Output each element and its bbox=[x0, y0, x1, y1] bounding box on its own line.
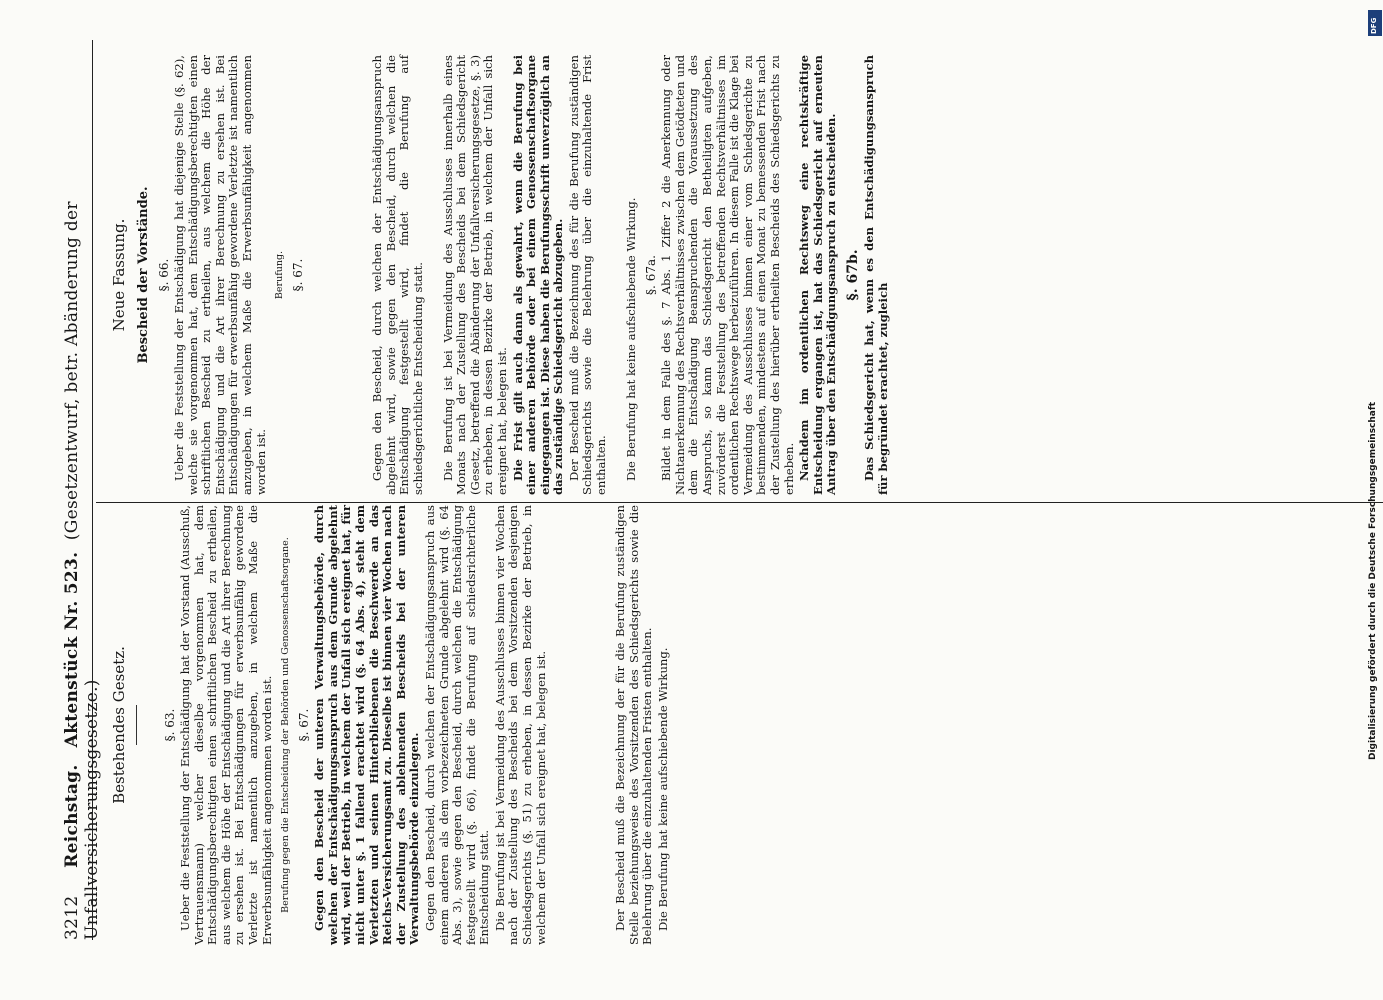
section-67a: §. 67a. bbox=[644, 255, 659, 295]
header-subtitle: (Gesetzentwurf, betr. Abänderung der Unfallversicherungsgesetze.) bbox=[62, 201, 102, 940]
paragraph: Das Schiedsgericht hat, wenn es den Entschädigungsanspruch für begründet erachtet, zugleich bbox=[861, 55, 890, 495]
section-63: §. 63. bbox=[163, 708, 177, 742]
paragraph: Bildet in dem Falle des §. 7 Abs. 1 Ziffer 2 die Anerkennung oder Nichtanerkennung des Rechtsverhältnisses zwischen dem Getödteten und dem die Entschädigung Beanspruchenden die Voraussetzung des Anspruchs, so kann das Schiedsgericht den Betheiligten aufgeben, zuvörderst die Feststellung des betreffenden Rechtsverhältnisses im ordentlichen Rechtswege herbeizuführen. In diesem Falle ist die Klage bei Vermeidung des Ausschlusses binnen einer vom Schiedsgerichte zu bestimmenden, mindestens auf einen Monat zu bemessenden Frist nach der Zustellung des hierüber ertheilten Bescheids des Schiedsgerichts zu erheben. bbox=[659, 55, 796, 495]
paragraph: Die Frist gilt auch dann als gewahrt, wenn die Berufung bei einer anderen Behörde oder bei einem Genossenschaftsorgane eingegangen ist. Diese haben die Berufungsschrift unverzüglich an das zuständige Schiedsgericht abzugeben. bbox=[510, 55, 566, 495]
section-67-new: §. 67. bbox=[291, 258, 306, 292]
paragraph: Der Bescheid muß die Bezeichnung der für die Berufung zuständigen Stelle beziehungsweise des Vorsitzenden des Schiedsgerichts sowie die Belehrung über die einzuhaltenden Fristen enthalten. bbox=[613, 505, 655, 945]
section-title: Bescheid der Vorstände. bbox=[136, 186, 151, 364]
dfg-logo-text: DFG bbox=[1370, 17, 1378, 34]
paragraph: Gegen den Bescheid der unteren Verwaltungsbehörde, durch welchen der Entschädigungsanspruch aus dem Grunde abgelehnt wird, weil der Betrieb, in welchem der Unfall sich ereignet hat, für nicht unter §. 1 fallend erachtet wird (§. 64 Abs. 4), steht dem Verletzten und seinen Hinterbliebenen die Beschwerde an das Reichs-Versicherungsamt zu. Dieselbe ist binnen vier Wochen nach der Zustellung des ablehnenden Bescheids bei der unteren Verwaltungsbehörde einzulegen. bbox=[312, 505, 422, 945]
page-number: 3212 bbox=[62, 895, 82, 940]
paragraph: Gegen den Bescheid, durch welchen der Entschädigungsanspruch abgelehnt wird, sowie gegen den Bescheid, durch welchen die Entschädigung festgestellt wird, findet die Berufung auf schiedsgerichtliche Entscheidung statt. bbox=[370, 55, 425, 495]
margin-note: Berufung gegen die Entscheidung der Behörden und Genossenschaftsorgane. bbox=[280, 537, 292, 913]
section-67-old: §. 67. bbox=[297, 708, 312, 742]
margin-note: Berufung. bbox=[274, 250, 286, 300]
column-existing-law bbox=[96, 505, 673, 945]
divider bbox=[136, 705, 137, 745]
paragraph: Gegen den Bescheid, durch welchen der Entschädigungsanspruch aus einem anderen als dem vorbezeichneten Grunde abgelehnt wird (§. 64 Abs. 3), sowie gegen den Bescheid, durch welchen die Entschädigung festgestellt wird (§. 66), findet die Berufung auf schiedsrichterliche Entscheidung statt. bbox=[422, 505, 492, 945]
column-heading-existing: Bestehendes Gesetz. bbox=[110, 646, 128, 804]
paragraph: Die Berufung hat keine aufschiebende Wirkung. bbox=[623, 197, 638, 481]
column-divider bbox=[96, 502, 1383, 503]
paragraph: Der Bescheid muß die Bezeichnung des für die Berufung zuständigen Schiedsgerichts sowie die Belehrung über die einzuhaltende Frist enthalten. bbox=[566, 55, 609, 495]
column-new-version bbox=[96, 55, 892, 495]
page-header bbox=[62, 40, 102, 940]
header-rule bbox=[92, 40, 93, 940]
section-67b: §. 67b. bbox=[844, 249, 861, 301]
dfg-logo bbox=[1368, 10, 1382, 36]
paragraph: Die Berufung hat keine aufschiebende Wirkung. bbox=[656, 647, 671, 931]
column-heading-new: Neue Fassung. bbox=[110, 218, 128, 332]
section-66: §. 66. bbox=[157, 258, 171, 292]
paragraph: Die Berufung ist bei Vermeidung des Ausschlusses innerhalb eines Monats nach der Zustellung des Bescheids bei dem Schiedsgericht (Gesetz, betreffend die Abänderung der Unfallversicherungsgesetze, §. 3) zu erheben, in dessen Bezirke der Betrieb, in welchem der Unfall sich ereignet hat, belegen ist. bbox=[440, 55, 509, 495]
digitization-note: Digitalisierung gefördert durch die Deutsche Forschungsgemeinschaft bbox=[1368, 401, 1378, 760]
header-doc-ref: Aktenstück Nr. 523. bbox=[62, 551, 82, 748]
paragraph: Die Berufung ist bei Vermeidung des Ausschlusses binnen vier Wochen nach der Zustellung des Bescheids bei dem Vorsitzenden desjenigen Schiedsgerichts (§. 51) zu erheben, in dessen Bezirke der Betrieb, in welchem der Unfall sich ereignet hat, belegen ist. bbox=[492, 505, 548, 945]
paragraph: Ueber die Feststellung der Entschädigung hat diejenige Stelle (§. 62), welche sie vorgenommen hat, dem Entschädigungsberechtigten einen schriftlichen Bescheid zu ertheilen, aus welchem die Höhe der Entschädigung und die Art ihrer Berechnung zu ersehen ist. Bei Entschädigungen für erwerbsunfähig gewordene Verletzte ist namentlich anzugeben, in welchem Maße die Erwerbsunfähigkeit angenommen worden ist. bbox=[172, 55, 268, 495]
paragraph: Nachdem im ordentlichen Rechtsweg eine rechtskräftige Entscheidung ergangen ist, hat das Schiedsgericht auf erneuten Antrag über den Entschädigungsanspruch zu entscheiden. bbox=[797, 55, 839, 495]
header-reichstag: Reichstag. bbox=[62, 764, 82, 868]
paragraph: Ueber die Feststellung der Entschädigung hat der Vorstand (Ausschuß, Vertrauensmann) welcher dieselbe vorgenommen hat, dem Entschädigungsberechtigten einen schriftlichen Bescheid zu ertheilen, aus welchem die Höhe der Entschädigung und die Art ihrer Berechnung zu ersehen ist. Bei Entschädigungen für erwerbsunfähig gewordene Verletzte ist namentlich anzugeben, in welchem Maße die Erwerbsunfähigkeit angenommen worden ist. bbox=[178, 505, 274, 945]
